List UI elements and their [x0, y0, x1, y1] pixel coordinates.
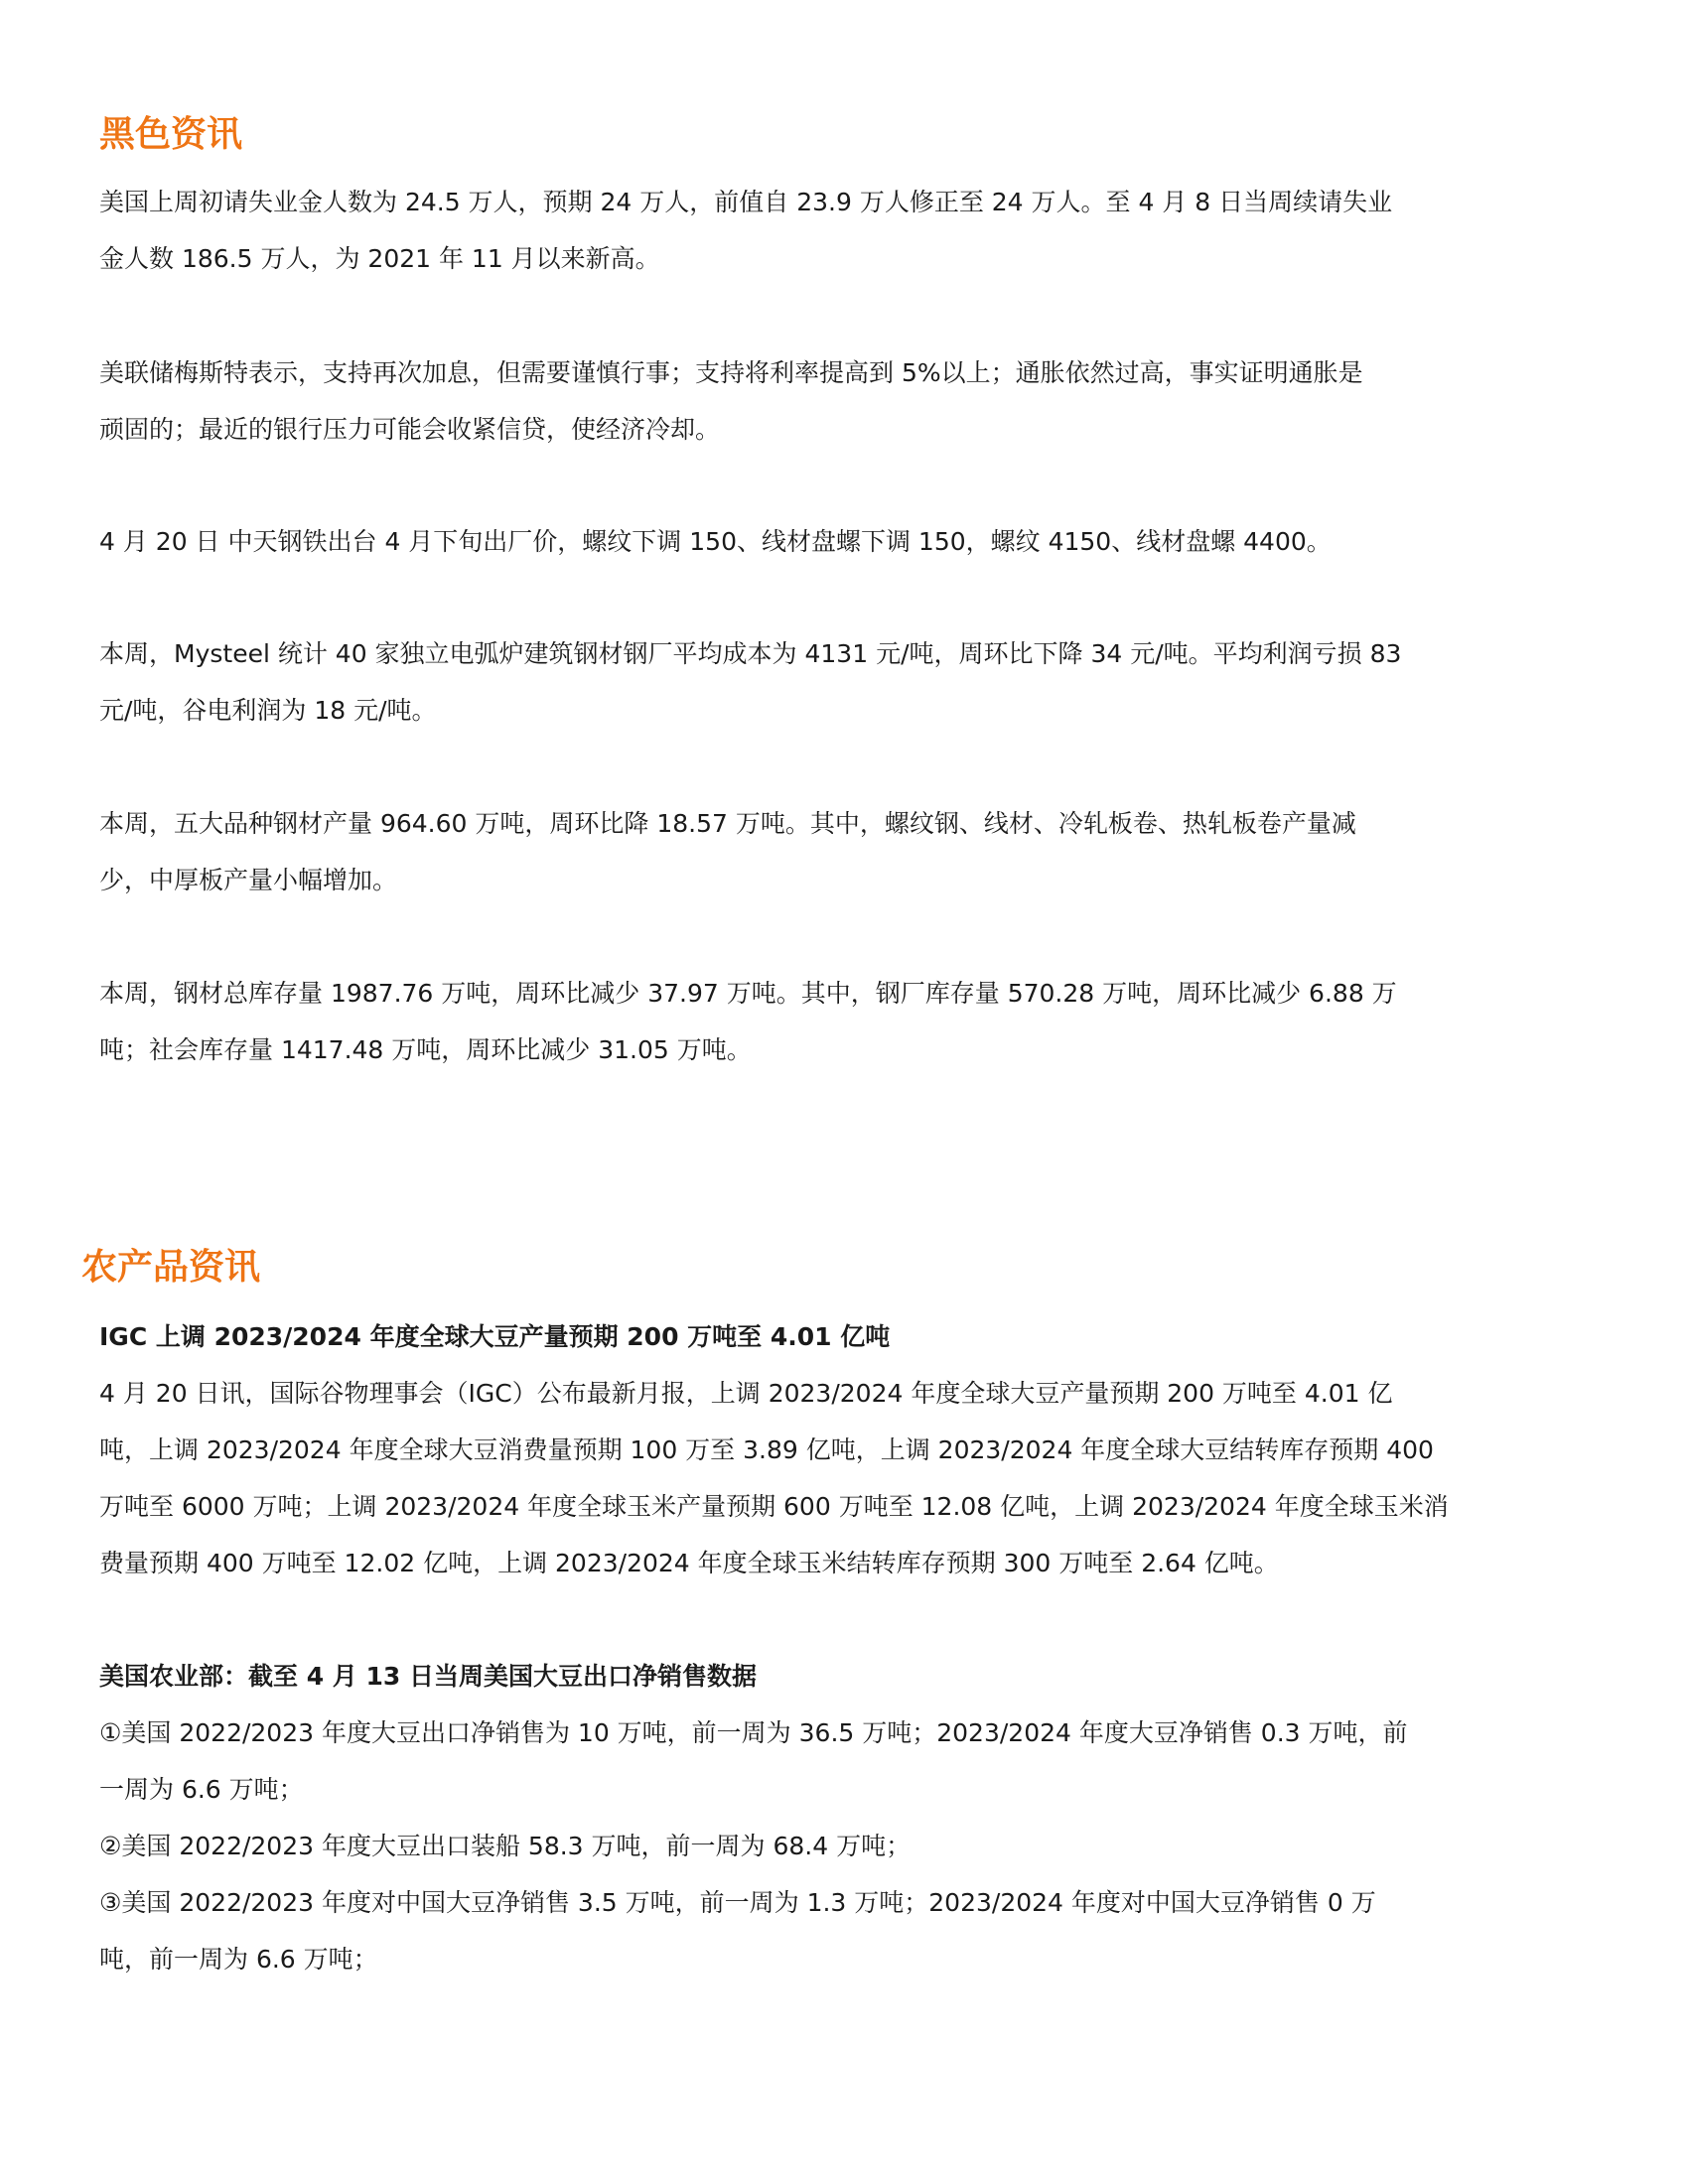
paragraph-line: 金人数 186.5 万人，为 2021 年 11 月以来新高。	[99, 244, 660, 273]
paragraph-line: 吨；社会库存量 1417.48 万吨，周环比减少 31.05 万吨。	[99, 1035, 752, 1064]
paragraph-line: 吨，上调 2023/2024 年度全球大豆消费量预期 100 万至 3.89 亿吨，上调 2023/2024 年度全球大豆结转库存预期 400	[99, 1435, 1434, 1464]
section-title-black-news: 黑色资讯	[99, 114, 243, 155]
paragraph-line: 少，中厚板产量小幅增加。	[99, 866, 398, 894]
section-title-agri-news: 农产品资讯	[81, 1247, 261, 1288]
paragraph-line: 费量预期 400 万吨至 12.02 亿吨，上调 2023/2024 年度全球玉米结转库存预期 300 万吨至 2.64 亿吨。	[99, 1549, 1279, 1577]
paragraph-zhongtian-price	[99, 513, 1569, 570]
paragraph-line: 4 月 20 日 中天钢铁出台 4 月下旬出厂价，螺纹下调 150、线材盘螺下调 150，螺纹 4150、线材盘螺 4400。	[99, 527, 1332, 556]
paragraph-steel-output	[99, 795, 1569, 908]
paragraph-line: 本周，钢材总库存量 1987.76 万吨，周环比减少 37.97 万吨。其中，钢厂库存量 570.28 万吨，周环比减少 6.88 万	[99, 979, 1397, 1008]
paragraph-jobless-claims	[99, 174, 1569, 287]
paragraph-line: 元/吨，谷电利润为 18 元/吨。	[99, 696, 437, 725]
paragraph-line: ②美国 2022/2023 年度大豆出口装船 58.3 万吨，前一周为 68.4 万吨；	[99, 1832, 912, 1860]
paragraph-line: 本周，Mysteel 统计 40 家独立电弧炉建筑钢材钢厂平均成本为 4131 元/吨，周环比下降 34 元/吨。平均利润亏损 83	[99, 639, 1402, 668]
paragraph-fed-mester	[99, 344, 1569, 458]
paragraph-line: ③美国 2022/2023 年度对中国大豆净销售 3.5 万吨，前一周为 1.3 万吨；2023/2024 年度对中国大豆净销售 0 万	[99, 1888, 1376, 1917]
paragraph-steel-inventory	[99, 965, 1569, 1078]
paragraph-line: 美国上周初请失业金人数为 24.5 万人，预期 24 万人，前值自 23.9 万人修正至 24 万人。至 4 月 8 日当周续请失业	[99, 188, 1393, 216]
igc-heading: IGC 上调 2023/2024 年度全球大豆产量预期 200 万吨至 4.01 亿吨	[99, 1322, 891, 1351]
paragraph-line: 美联储梅斯特表示，支持再次加息，但需要谨慎行事；支持将利率提高到 5%以上；通胀依然过高，事实证明通胀是	[99, 358, 1363, 387]
paragraph-line: ①美国 2022/2023 年度大豆出口净销售为 10 万吨，前一周为 36.5 万吨；2023/2024 年度大豆净销售 0.3 万吨，前	[99, 1718, 1408, 1747]
paragraph-line: 顽固的；最近的银行压力可能会收紧信贷，使经济冷却。	[99, 415, 721, 444]
paragraph-line: 吨，前一周为 6.6 万吨；	[99, 1945, 378, 1974]
paragraph-line: 4 月 20 日讯，国际谷物理事会（IGC）公布最新月报，上调 2023/2024 年度全球大豆产量预期 200 万吨至 4.01 亿	[99, 1379, 1393, 1408]
usda-heading: 美国农业部：截至 4 月 13 日当周美国大豆出口净销售数据	[99, 1662, 758, 1691]
paragraph-igc-report	[99, 1365, 1569, 1591]
paragraph-line: 本周，五大品种钢材产量 964.60 万吨，周环比降 18.57 万吨。其中，螺纹钢、线材、冷轧板卷、热轧板卷产量减	[99, 809, 1356, 838]
paragraph-line: 一周为 6.6 万吨；	[99, 1775, 304, 1804]
paragraph-line: 万吨至 6000 万吨；上调 2023/2024 年度全球玉米产量预期 600 万吨至 12.08 亿吨，上调 2023/2024 年度全球玉米消	[99, 1492, 1449, 1521]
paragraph-mysteel-cost	[99, 625, 1569, 739]
paragraph-usda-soybean	[99, 1705, 1569, 1987]
